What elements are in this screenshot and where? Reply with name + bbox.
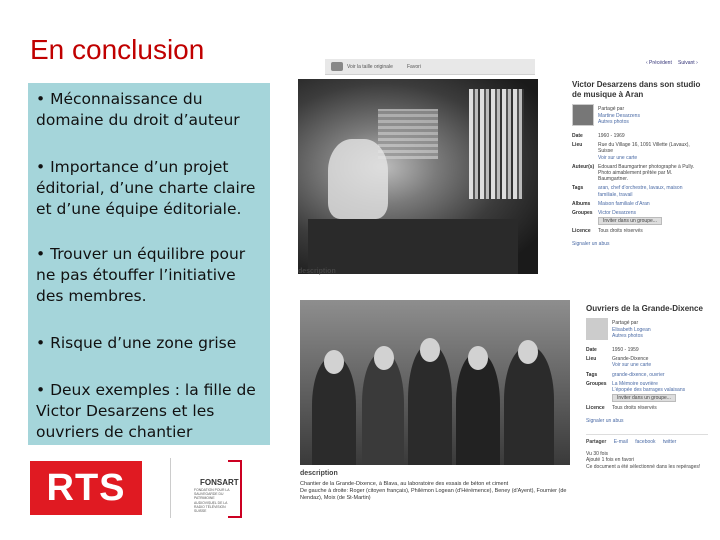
workers-photo[interactable] bbox=[300, 300, 570, 465]
field-license: Licence Tous droits réservés bbox=[572, 228, 643, 235]
photo-page-screenshot-1 bbox=[292, 52, 712, 280]
map-link[interactable]: Voir sur une carte bbox=[612, 362, 652, 369]
bullet-item: • Risque d’une zone grise bbox=[36, 334, 237, 352]
tags-link[interactable]: grande-dixence, ouvrier bbox=[612, 371, 665, 378]
slide-title: En conclusion bbox=[30, 34, 205, 65]
photo-title: Victor Desarzens dans son studio de musique à Aran bbox=[572, 80, 701, 99]
author-link[interactable]: Martine Desarzens bbox=[598, 112, 640, 119]
field-date: Date 1960 - 1969 bbox=[572, 133, 625, 139]
share-row: Partager E-mail facebook twitter bbox=[586, 434, 708, 445]
field-albums: Albums Maison familiale d’Aran bbox=[572, 201, 702, 207]
photo-info-panel: Ouvriers de la Grande-Dixence Partagé par Elisabeth Logean Autres photos Date 1950 - 1959 Lieu Grande-Dixence Voir sur une carte Tags grande-dixence, ouvrier Groupes La Mémoire ouvrière L’épopée des barrages valaisans Inviter dans un groupe... Licence Tous droits réservés Signaler un abus Partager E-mail facebook twitter Vu 30 fois Ajouté 1 fois en favori Ce document a été sélectionné dans les repérages! bbox=[586, 304, 708, 470]
camera-icon[interactable] bbox=[331, 62, 343, 71]
photo-info-panel: Victor Desarzens dans son studio de musique à Aran Partagé par Martine Desarzens Autres photos Date 1960 - 1969 Lieu Rue du Village 16, 1091 Villette (Lavaux), Suisse Voir sur une carte Auteur(s) Edouard Baumgartner photographe à Pully. Photo aimablement prêtée par M. Baumgartner. Tags aran, chef d’orchestre, lavaux, maison familiale, travail Albums Maison familiale d’Aran Groupes Victor Desarzens Inviter dans un groupe... Licence Tous droits réservés Signaler un abus bbox=[572, 80, 701, 247]
bullet-item: • Trouver un équilibre pour ne pas étouffer l’initiative des membres. bbox=[36, 245, 246, 305]
favorite-link[interactable]: Favori bbox=[407, 64, 421, 70]
map-link[interactable]: Voir sur une carte bbox=[598, 154, 638, 161]
photo-title: Ouvriers de la Grande-Dixence bbox=[586, 304, 703, 313]
description-block: description Chantier de la Grande-Dixence, à Blava, au laboratoire des essais de béton et ciment De gauche à droite: Roger (citoyen français), Philémon Logean (d'Hérémence), Beney (d'Ayent), Fournier (de Nendaz), Moix (de St-Martin) bbox=[300, 470, 567, 501]
twitter-share-link[interactable]: twitter bbox=[662, 438, 677, 445]
field-license: Licence Tous droits réservés bbox=[586, 405, 657, 412]
rts-logo: RTS bbox=[30, 461, 142, 515]
fonsart-logo: FONSART FONDATION POUR LA SAUVEGARDE DU PATRIMOINE AUDIOVISUEL DE LA RADIO TÉLÉVISION SUISSE bbox=[166, 458, 244, 520]
other-photos-link[interactable]: Autres photos bbox=[612, 333, 643, 339]
email-share-link[interactable]: E-mail bbox=[613, 438, 628, 445]
description-label: description bbox=[298, 268, 336, 275]
previous-link[interactable]: ‹ Précédent bbox=[646, 60, 672, 66]
logo-strip bbox=[28, 458, 244, 520]
bullet-panel bbox=[28, 83, 270, 445]
bullet-item: • Deux exemples : la fille de Victor Desarzens et les ouvriers de chantier bbox=[36, 381, 256, 441]
group-link[interactable]: Victor Desarzens bbox=[598, 210, 636, 217]
original-size-link[interactable]: Voir la taille originale bbox=[347, 64, 393, 70]
avatar[interactable] bbox=[586, 318, 608, 340]
author-link[interactable]: Elisabeth Logean bbox=[612, 326, 651, 333]
avatar[interactable] bbox=[572, 104, 594, 126]
next-link[interactable]: Suivant › bbox=[678, 60, 698, 66]
selection-note: Ce document a été sélectionné dans les repérages! bbox=[586, 463, 701, 470]
photo-toolbar bbox=[325, 59, 535, 75]
facebook-share-link[interactable]: facebook bbox=[635, 438, 656, 445]
studio-photo[interactable] bbox=[298, 79, 538, 274]
album-link[interactable]: Maison familiale d’Aran bbox=[598, 200, 650, 207]
group-link[interactable]: La Mémoire ouvrière bbox=[612, 380, 658, 387]
bullet-item: • Importance d’un projet éditorial, d’une charte claire et d’une équipe éditoriale. bbox=[36, 158, 256, 218]
invite-group-button[interactable]: Inviter dans un groupe... bbox=[598, 217, 662, 225]
photo-page-screenshot-2 bbox=[292, 294, 712, 522]
field-tags: Tags aran, chef d’orchestre, lavaux, maison familiale, travail bbox=[572, 185, 702, 197]
field-lieu: Lieu Rue du Village 16, 1091 Villette (Lavaux), Suisse Voir sur une carte bbox=[572, 142, 690, 161]
field-date: Date 1950 - 1959 bbox=[586, 347, 639, 353]
other-photos-link[interactable]: Autres photos bbox=[598, 119, 629, 125]
field-groups: Groupes Victor Desarzens Inviter dans un groupe... bbox=[572, 210, 702, 225]
field-author: Auteur(s) Edouard Baumgartner photographe à Pully. Photo aimablement prêtée par M. Baumgartner. bbox=[572, 163, 695, 183]
view-count: Vu 30 fois bbox=[586, 450, 609, 457]
favorite-count: Ajouté 1 fois en favori bbox=[586, 457, 635, 464]
field-lieu: Lieu Grande-Dixence Voir sur une carte bbox=[586, 356, 652, 369]
bullet-item: • Méconnaissance du domaine du droit d’auteur bbox=[36, 90, 240, 129]
report-abuse-link[interactable]: Signaler un abus bbox=[586, 417, 624, 424]
invite-group-button[interactable]: Inviter dans un groupe... bbox=[612, 394, 676, 402]
tags-link[interactable]: aran, chef d’orchestre, lavaux, maison familiale, travail bbox=[598, 185, 683, 198]
fonsart-mark-icon bbox=[228, 460, 242, 518]
field-groups: Groupes La Mémoire ouvrière L’épopée des barrages valaisans Inviter dans un groupe... bbox=[586, 380, 686, 402]
field-tags: Tags grande-dixence, ouvrier bbox=[586, 372, 708, 378]
report-abuse-link[interactable]: Signaler un abus bbox=[572, 240, 610, 247]
fonsart-lines-icon bbox=[170, 458, 196, 518]
group-link[interactable]: L’épopée des barrages valaisans bbox=[612, 387, 686, 394]
